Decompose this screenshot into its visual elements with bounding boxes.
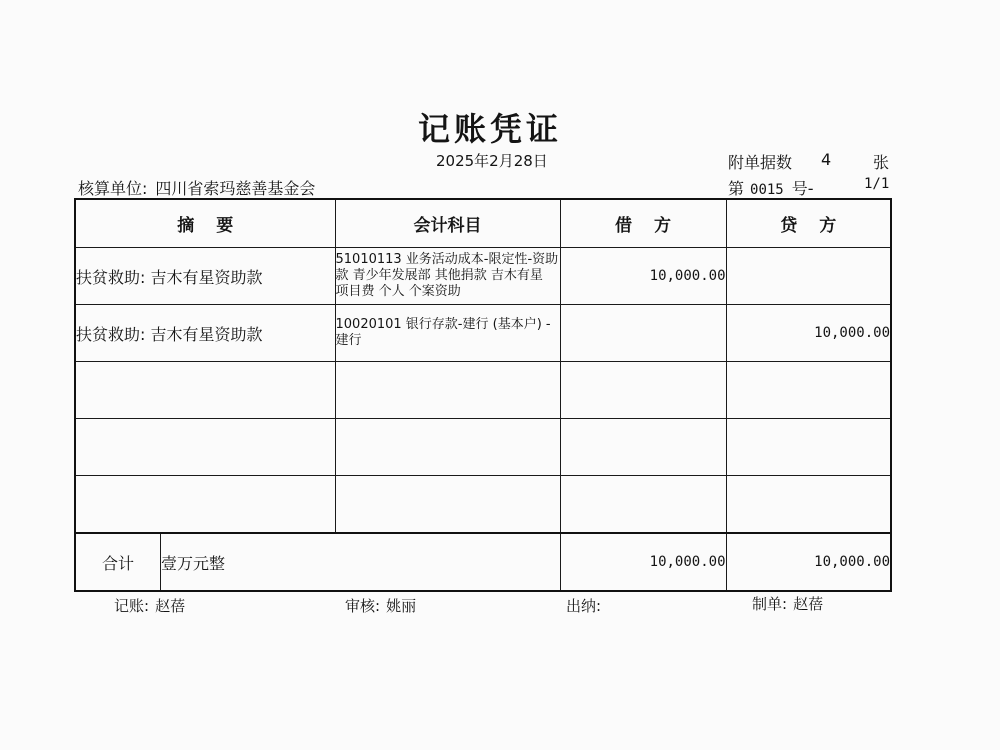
attachment-unit: 张 [873,153,890,172]
accounting-unit [78,176,315,199]
total-amount-words: 壹万元整 [161,553,226,573]
row-debit [560,419,726,476]
total-label: 合计 [76,534,161,590]
total-credit: 10,000.00 [726,533,891,591]
table-row [75,305,891,362]
row-credit [726,419,891,476]
row-debit [560,476,726,534]
row-credit [726,362,891,419]
row-credit [726,248,891,305]
row-debit [560,305,726,362]
signature-cashier [566,595,607,616]
row-account [335,362,560,419]
attachment-label: 附单据数 [728,153,793,172]
attachment-count [728,150,890,173]
total-debit: 10,000.00 [560,533,726,591]
signature-bookkeeper [114,595,185,616]
bookkeeper-label: 记账: [114,597,150,615]
accounting-unit-label: 核算单位: [78,179,148,198]
preparer-name: 赵蓓 [793,595,824,613]
row-credit: 10,000.00 [726,305,891,362]
row-account [335,476,560,534]
total-row [75,533,891,591]
row-credit [726,476,891,534]
row-summary [75,476,335,534]
accounting-unit-name: 四川省索玛慈善基金会 [155,179,316,198]
header-account: 会计科目 [335,199,560,248]
preparer-label: 制单: [752,595,788,613]
header-credit: 贷方 [726,199,891,248]
row-debit [560,362,726,419]
row-summary: 扶贫救助: 吉木有星资助款 [75,305,335,362]
signature-preparer [752,593,823,614]
table-row [75,248,891,305]
reviewer-name: 姚丽 [386,597,417,615]
attachment-number: 4 [821,150,832,169]
voucher-number-value: 0015 [750,182,784,198]
row-summary [75,419,335,476]
header-debit: 借方 [560,199,726,248]
voucher-title: 记账凭证 [417,110,562,148]
table-header-row [75,199,891,248]
table-row [75,362,891,419]
row-summary: 扶贫救助: 吉木有星资助款 [75,248,335,305]
voucher-date: 2025年2月28日 [436,152,548,170]
signature-reviewer [345,595,416,616]
total-label-cell [75,533,560,591]
row-debit: 10,000.00 [560,248,726,305]
table-row [75,419,891,476]
voucher-number-prefix: 第 [728,179,745,198]
bookkeeper-name: 赵蓓 [155,597,186,615]
voucher-page-number: 1/1 [864,176,890,192]
cashier-label: 出纳: [566,597,602,615]
table-row [75,476,891,534]
voucher-number-suffix: 号- [791,179,814,198]
header-summary: 摘要 [75,199,335,248]
voucher-number [728,176,890,199]
row-account: 51010113 业务活动成本-限定性-资助款 青少年发展部 其他捐款 吉木有星 项目费 个人 个案资助 [335,248,560,305]
row-summary [75,362,335,419]
row-account [335,419,560,476]
voucher-table [74,198,892,592]
reviewer-label: 审核: [345,597,381,615]
row-account: 10020101 银行存款-建行 (基本户) -建行 [335,305,560,362]
